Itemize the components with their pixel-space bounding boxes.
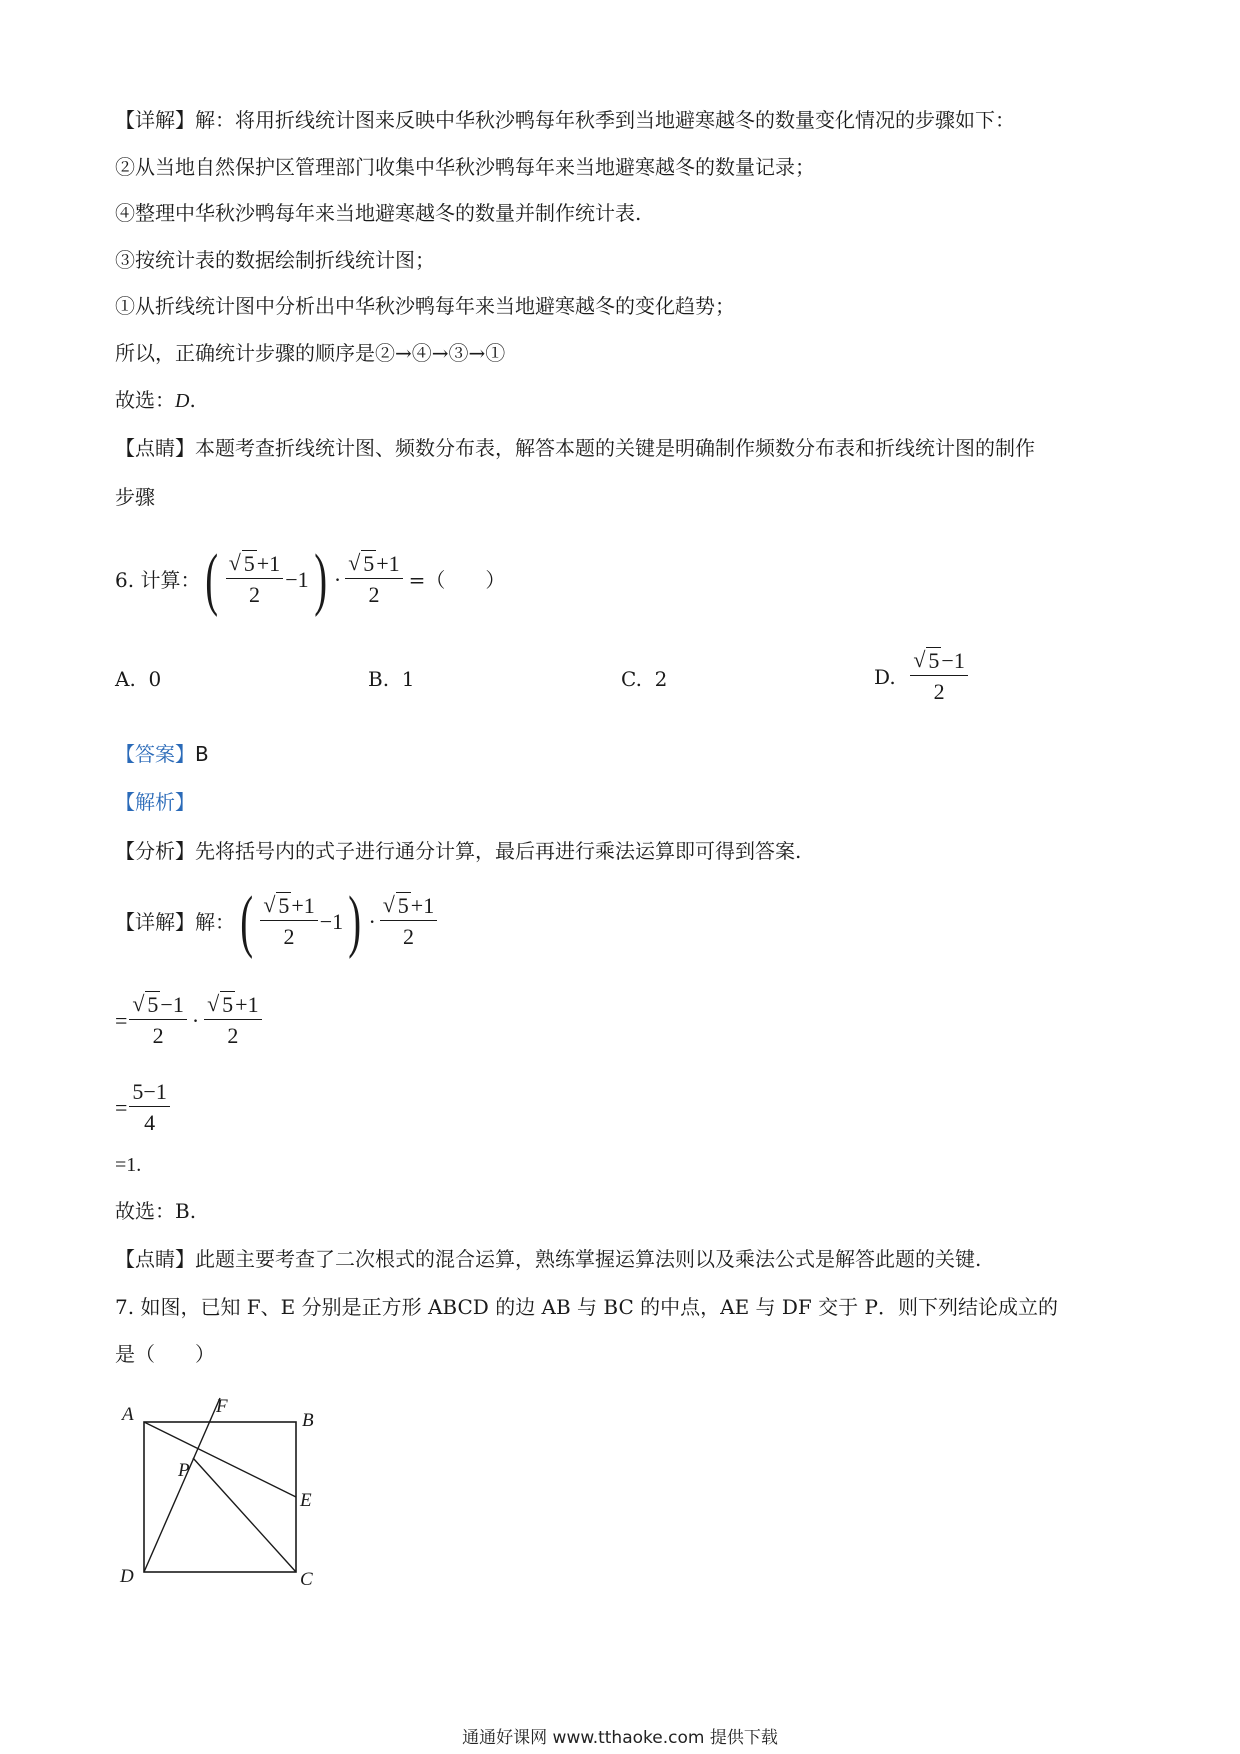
plus-one: +1 <box>410 893 435 918</box>
option-a <box>115 665 161 693</box>
answer-line <box>115 740 209 768</box>
analysis-label: 【解析】 <box>115 790 195 814</box>
q5-choice-letter: D <box>175 390 190 412</box>
sqrt-arg: 5 <box>928 648 940 673</box>
step-b <box>115 1077 172 1139</box>
q7-line2: 是（ ） <box>115 1342 215 1366</box>
q5-step-1: ①从折线统计图中分析出中华秋沙鸭每年来当地避寒越冬的变化趋势； <box>115 294 735 318</box>
q6-equals: =（ ） <box>408 568 506 592</box>
sqrt-arg: 5 <box>147 992 159 1017</box>
option-value: 0 <box>148 667 162 691</box>
detail-fraction: √ 5+1 2 <box>260 893 317 951</box>
option-value: 2 <box>654 667 668 691</box>
square-figure <box>112 1392 332 1592</box>
denominator: 2 <box>283 924 295 949</box>
sqrt-arg: 5 <box>397 893 409 918</box>
option-d <box>874 648 970 706</box>
label-b: B <box>302 1410 314 1431</box>
numerator: 5−1 <box>129 1079 169 1107</box>
dot-operator: · <box>333 567 342 592</box>
step-a-fraction-2: √ 5+1 2 <box>204 992 261 1050</box>
option-b <box>368 665 415 693</box>
denominator: 2 <box>227 1023 239 1048</box>
right-paren: ) <box>313 541 327 618</box>
plus-one: +1 <box>376 551 400 576</box>
minus-one: −1 <box>285 567 309 592</box>
q6-label: 6. 计算： <box>115 568 201 592</box>
denominator: 4 <box>144 1110 156 1135</box>
label-f: F <box>216 1396 228 1417</box>
answer-value: B <box>195 742 209 766</box>
plus-one: +1 <box>291 893 315 918</box>
option-d-fraction: √ 5−1 2 <box>910 648 967 706</box>
step-a-fraction: √ 5−1 2 <box>129 992 186 1050</box>
minus-one: −1 <box>941 648 965 673</box>
option-letter: D. <box>874 665 896 689</box>
right-paren: ) <box>348 883 362 960</box>
step-c: =1. <box>115 1154 142 1176</box>
q5-comment-line1: 【点睛】本题考查折线统计图、频数分布表，解答本题的关键是明确制作频数分布表和折线统计图的制作 <box>115 436 1035 460</box>
denominator: 2 <box>403 924 414 949</box>
denominator: 2 <box>368 582 380 607</box>
q6-comment: 【点睛】此题主要考查了二次根式的混合运算，熟练掌握运算法则以及乘法公式是解答此题的关键. <box>115 1247 982 1271</box>
square-abcd <box>144 1422 296 1572</box>
q5-conclusion: 所以，正确统计步骤的顺序是②→④→③→① <box>115 341 506 365</box>
q6-fraction-2: √ 5+1 2 <box>345 551 402 609</box>
label-a: A <box>122 1404 134 1425</box>
dot-operator: · <box>368 909 376 934</box>
page-footer: 通通好课网 www.tthaoke.com 提供下载 <box>462 1728 778 1748</box>
segment-ae <box>144 1422 296 1497</box>
q5-choice <box>115 386 196 415</box>
sqrt-arg: 5 <box>222 992 234 1017</box>
denominator: 2 <box>933 679 945 704</box>
equals-sign: = <box>115 1095 128 1120</box>
segment-df <box>144 1398 220 1572</box>
q7-line1: 7. 如图，已知 F、E 分别是正方形 ABCD 的边 AB 与 BC 的中点，AE 与 DF 交于 P．则下列结论成立的 <box>115 1295 1058 1319</box>
detail-fraction-2: √ 5+1 2 <box>380 893 437 951</box>
equals-sign: = <box>115 1008 128 1033</box>
q6-choice: 故选：B. <box>115 1199 197 1223</box>
q5-step-4: ④整理中华秋沙鸭每年来当地避寒越冬的数量并制作统计表. <box>115 201 642 225</box>
option-letter: A. <box>115 667 136 691</box>
plus-one: +1 <box>235 992 259 1017</box>
q5-choice-prefix: 故选： <box>115 388 175 412</box>
denominator: 2 <box>248 582 260 607</box>
label-e: E <box>300 1490 312 1511</box>
option-letter: C. <box>621 667 642 691</box>
q5-step-2: ②从当地自然保护区管理部门收集中华秋沙鸭每年来当地避寒越冬的数量记录； <box>115 155 815 179</box>
q6-analysis: 【分析】先将括号内的式子进行通分计算，最后再进行乘法运算即可得到答案. <box>115 839 802 863</box>
left-paren: ( <box>240 883 254 960</box>
answer-label: 【答案】 <box>115 742 195 766</box>
option-value: 1 <box>401 667 415 691</box>
dot-operator: · <box>191 1008 200 1033</box>
q5-step-3: ③按统计表的数据绘制折线统计图； <box>115 248 435 272</box>
label-c: C <box>300 1569 313 1590</box>
plus-one: +1 <box>256 551 281 576</box>
minus-one: −1 <box>319 909 344 934</box>
sqrt-arg: 5 <box>243 551 255 576</box>
left-paren: ( <box>205 541 219 618</box>
q5-choice-suffix: . <box>189 388 196 412</box>
option-letter: B. <box>368 667 390 691</box>
detail-label: 【详解】解： <box>115 910 235 934</box>
q6-fraction: √ 5+1 2 <box>226 551 283 609</box>
step-b-fraction <box>129 1079 169 1137</box>
step-a <box>115 990 264 1052</box>
sqrt-arg: 5 <box>278 893 290 918</box>
q5-detail-line: 【详解】解：将用折线统计图来反映中华秋沙鸭每年秋季到当地避寒越冬的数量变化情况的步骤如下： <box>115 108 1015 132</box>
label-p: P <box>178 1460 190 1481</box>
option-c <box>621 665 667 693</box>
q6-question <box>115 542 505 618</box>
segment-pc <box>193 1458 296 1572</box>
minus-one: −1 <box>160 992 184 1017</box>
denominator: 2 <box>152 1023 164 1048</box>
q5-comment-line2: 步骤 <box>115 485 155 509</box>
sqrt-arg: 5 <box>363 551 375 576</box>
q6-detail <box>115 885 439 959</box>
label-d: D <box>120 1566 134 1587</box>
